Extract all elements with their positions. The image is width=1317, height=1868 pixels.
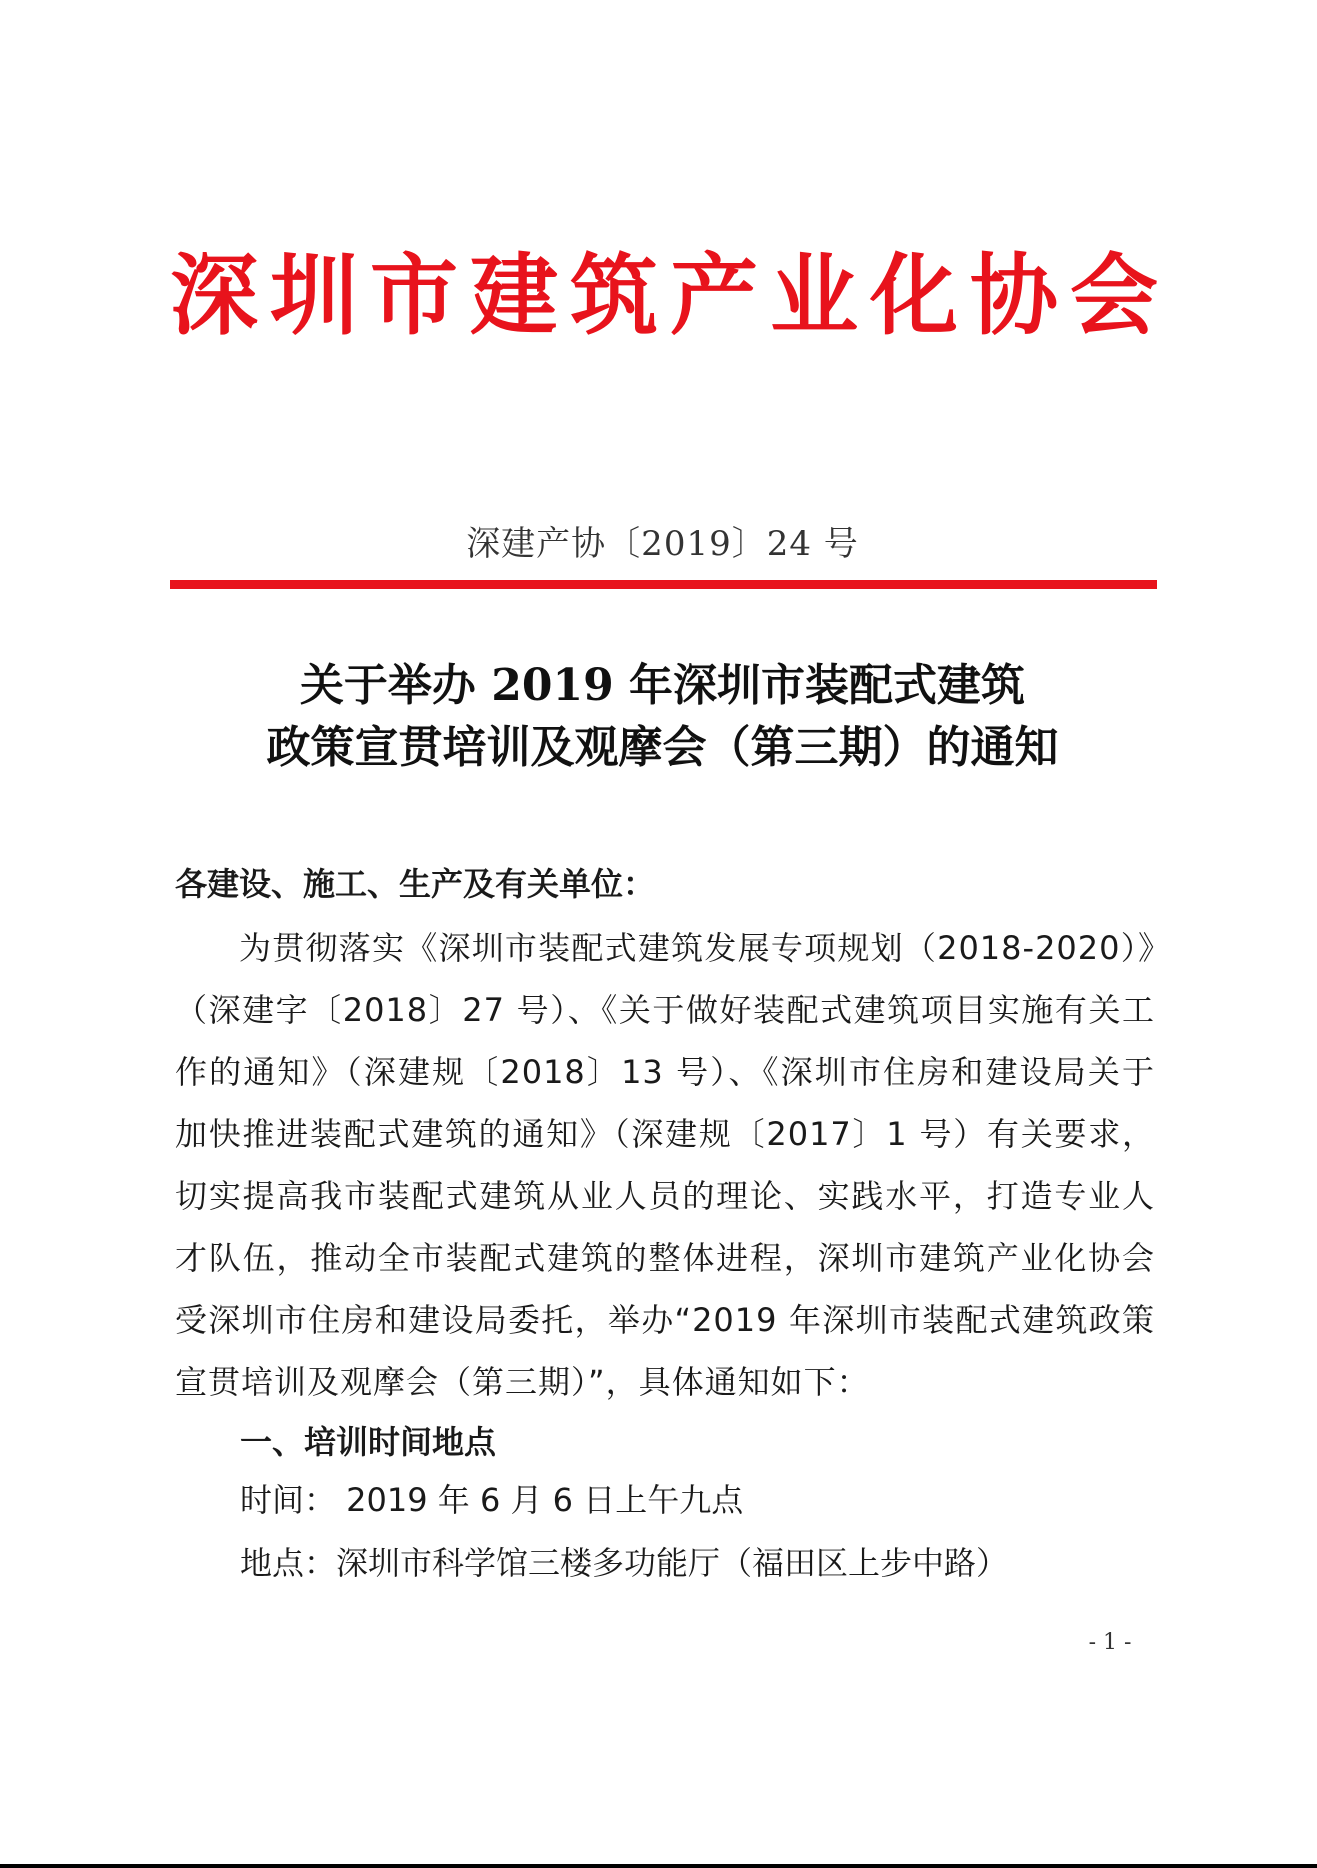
section-heading-time-place: 一、培训时间地点 [240, 1423, 497, 1461]
training-place: 地点：深圳市科学馆三楼多功能厅（福田区上步中路） [240, 1544, 1009, 1582]
title-line-1: 关于举办 2019 年深圳市装配式建筑 [299, 660, 1026, 711]
page-bottom-border [0, 1864, 1317, 1868]
organization-header: 深圳市建筑产业化协会 [170, 243, 1171, 347]
notice-title [170, 655, 1155, 779]
page-number: - 1 - [1088, 1630, 1132, 1655]
red-divider-line [170, 580, 1157, 589]
title-line-2: 政策宣贯培训及观摩会（第三期）的通知 [266, 722, 1059, 773]
training-time: 时间： 2019 年 6 月 6 日上午九点 [240, 1481, 744, 1519]
addressee: 各建设、施工、生产及有关单位： [175, 865, 656, 903]
body-paragraph: 为贯彻落实《深圳市装配式建筑发展专项规划（2018-2020）》（深建字〔2018〕27 号）、《关于做好装配式建筑项目实施有关工作的通知》（深建规〔2018〕13 号）、《深圳市住房和建设局关于加快推进装配式建筑的通知》（深建规〔2017〕1 号）有关要求，切实提高我市装配式建筑从业人员的理论、实践水平，打造专业人才队伍，推动全市装配式建筑的整体进程，深圳市建筑产业化协会受深圳市住房和建设局委托，举办“2019 年深圳市装配式建筑政策宣贯培训及观摩会（第三期）”，具体通知如下： [175, 929, 1155, 1401]
document-number: 深建产协〔2019〕24 号 [466, 524, 859, 564]
